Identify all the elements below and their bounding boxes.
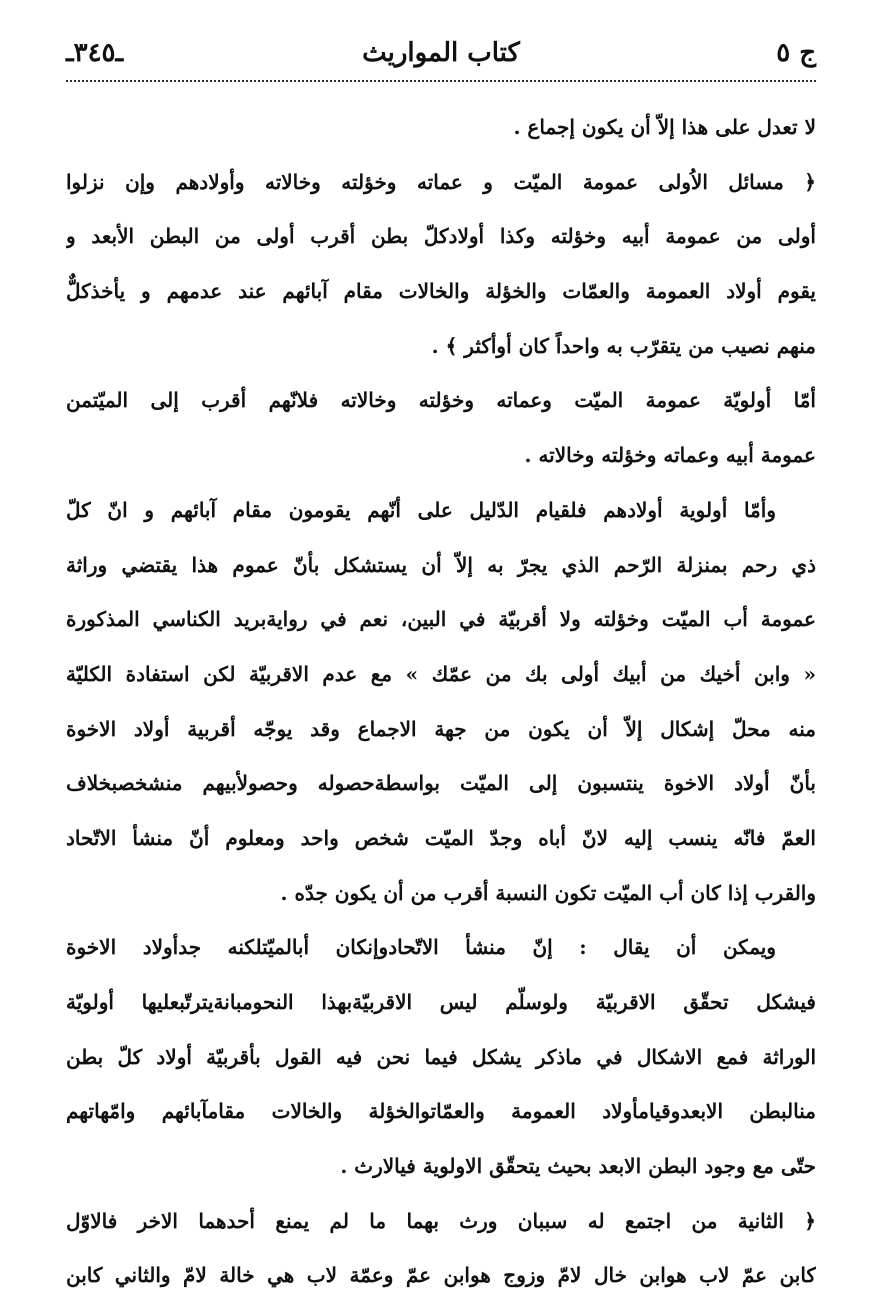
text-line: حتّى مع وجود البطن الابعد بحيث يتحقّق الاولوية فيالارث . [340, 1154, 816, 1179]
text-line: والقرب إذا كان أب الميّت تكون النسبة أقرب من أن يكون جدّه . [280, 880, 816, 905]
text-line: الوراثة فمع الاشكال في ماذكر يشكل فيما نحن فيه القول بأقربيّة أولاد كلّ بطن [66, 1044, 816, 1069]
page-number: ـ٣٤٥ـ [66, 38, 124, 68]
text-line: لا تعدل على هذا إلاّ أن يكون إجماع . [513, 115, 816, 139]
text-line: فيشكل تحقّق الاقربيّة ولوسلّم ليس الاقربيّةبهذا النحومبانةيترتّبعليها أولويّة [66, 990, 816, 1014]
text-line: أولى من عمومة أبيه وخؤلته وكذا أولادكلّ بطن أقرب أولى من البطن الأبعد و [66, 224, 816, 249]
text-line: يقوم أولاد العمومة والعمّات والخؤلة والخالات مقام آبائهم عند عدمهم و يأخذكلٌّ [66, 279, 816, 304]
volume-label: ج ٥ [776, 38, 816, 68]
text-line: منهم نصيب من يتقرّب به واحداً كان أوأكثر ﴾ . [431, 333, 816, 358]
text-line: ويمكن أن يقال : إنّ منشأ الاتّحادوإنكان أبالميّتلكنه جدأولاد الاخوة [66, 935, 776, 960]
text-line: منه محلّ إشكال إلاّ أن يكون من جهة الاجماع وقد يوجّه أقربية أولاد الاخوة [66, 716, 816, 741]
text-line: « وابن أخيك من أبيك أولى بك من عمّك » مع عدم الاقربيّة لكن استفادة الكليّة [66, 661, 816, 686]
text-line: ذي رحم بمنزلة الرّحم الذي يجرّ به إلاّ أن يستشكل بأنّ عموم هذا يقتضي وراثة [66, 552, 816, 577]
page-body [66, 100, 816, 1303]
text-line: عمومة أبيه وعماته وخؤلته وخالاته . [524, 443, 816, 468]
text-line: وأمّا أولوية أولادهم فلقيام الدّليل على أنّهم يقومون مقام آبائهم و انّ كلّ [66, 497, 776, 522]
text-line: كابن عمّ لاب هوابن خال لامّ وزوج هوابن عمّ وعمّة لاب هي خالة لامّ والثاني كابن [66, 1263, 816, 1288]
text-line: ﴿ مسائل الاُولى عمومة الميّت و عماته وخؤلته وخالاته وأولادهم وإن نزلوا [66, 169, 816, 194]
text-line: بأنّ أولاد الاخوة ينتسبون إلى الميّت بواسطةحصوله وحصولأبيهم منشخصبخلاف [66, 771, 816, 796]
text-line: ﴿ الثانية من اجتمع له سببان ورث بهما ما لم يمنع أحدهما الاخر فالاوّل [66, 1208, 816, 1233]
page-header [66, 26, 816, 82]
book-title: كتاب المواريث [362, 38, 520, 68]
text-line: عمومة أب الميّت وخؤلته ولا أقربيّة في البين، نعم في روايةبريد الكناسي المذكورة [66, 607, 816, 632]
text-line: منالبطن الابعدوقيامأولاد العمومة والعمّاتوالخؤلة والخالات مقامآبائهم وامّهاتهم [66, 1099, 816, 1124]
text-line: العمّ فانّه ينسب إليه لانّ أباه وجدّ الميّت شخص واحد ومعلوم أنّ منشأ الاتّحاد [66, 825, 816, 850]
text-line: أمّا أولويّة عمومة الميّت وعماته وخؤلته وخالاته فلانّهم أقرب إلى الميّتمن [66, 388, 816, 413]
